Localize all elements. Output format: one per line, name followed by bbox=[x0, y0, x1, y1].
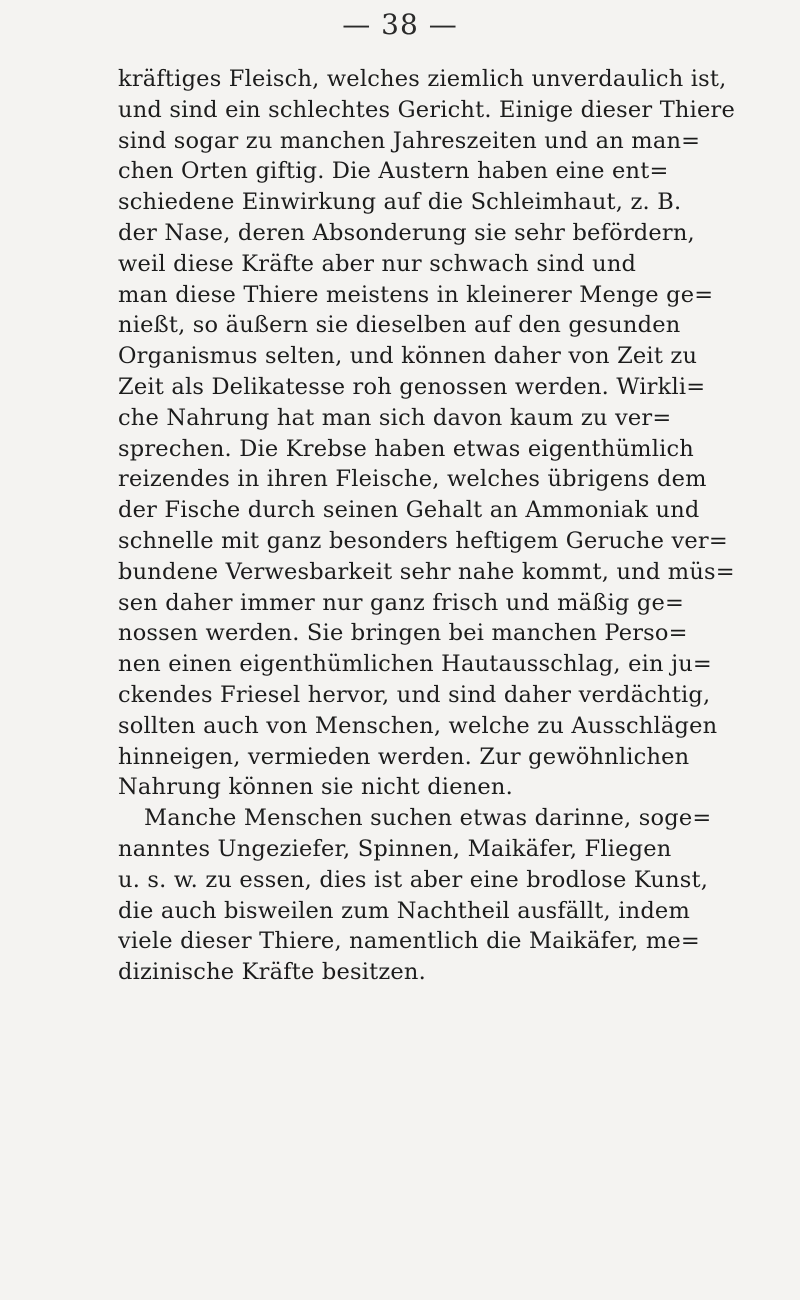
text-line: die auch bisweilen zum Nachtheil ausfällt, indem bbox=[118, 897, 690, 924]
text-line: nossen werden. Sie bringen bei manchen Perso= bbox=[118, 620, 688, 647]
text-line: sind sogar zu manchen Jahreszeiten und an man= bbox=[118, 127, 701, 154]
paragraph-1 bbox=[118, 64, 778, 803]
text-line: Organismus selten, und können daher von Zeit zu bbox=[118, 343, 698, 370]
paragraph-2 bbox=[118, 803, 778, 988]
text-line: Nahrung können sie nicht dienen. bbox=[118, 774, 513, 801]
text-line: und sind ein schlechtes Gericht. Einige dieser Thiere bbox=[118, 96, 736, 123]
text-line: nanntes Ungeziefer, Spinnen, Maikäfer, Fliegen bbox=[118, 835, 672, 862]
text-line: weil diese Kräfte aber nur schwach sind und bbox=[118, 250, 637, 277]
text-line: sollten auch von Menschen, welche zu Ausschlägen bbox=[118, 712, 718, 739]
text-line: reizendes in ihren Fleische, welches übrigens dem bbox=[118, 466, 707, 493]
text-line: chen Orten giftig. Die Austern haben eine ent= bbox=[118, 158, 669, 185]
text-line: nießt, so äußern sie dieselben auf den gesunden bbox=[118, 312, 681, 339]
page-number: — 38 — bbox=[342, 8, 458, 41]
text-line: u. s. w. zu essen, dies ist aber eine brodlose Kunst, bbox=[118, 866, 709, 893]
text-line: viele dieser Thiere, namentlich die Maikäfer, me= bbox=[118, 928, 700, 955]
text-line: sprechen. Die Krebse haben etwas eigenthümlich bbox=[118, 435, 694, 462]
body-text bbox=[118, 64, 778, 988]
text-line: che Nahrung hat man sich davon kaum zu ver= bbox=[118, 404, 672, 431]
text-line: Manche Menschen suchen etwas darinne, soge= bbox=[144, 805, 712, 832]
text-line: hinneigen, vermieden werden. Zur gewöhnlichen bbox=[118, 743, 690, 770]
text-line: Zeit als Delikatesse roh genossen werden. Wirkli= bbox=[118, 373, 706, 400]
text-line: ckendes Friesel hervor, und sind daher verdächtig, bbox=[118, 681, 711, 708]
text-line: bundene Verwesbarkeit sehr nahe kommt, und müs= bbox=[118, 558, 735, 585]
text-line: der Fische durch seinen Gehalt an Ammoniak und bbox=[118, 497, 700, 524]
text-line: der Nase, deren Absonderung sie sehr befördern, bbox=[118, 219, 695, 246]
text-line: schiedene Einwirkung auf die Schleimhaut, z. B. bbox=[118, 189, 682, 216]
text-line: sen daher immer nur ganz frisch und mäßig ge= bbox=[118, 589, 685, 616]
text-line: kräftiges Fleisch, welches ziemlich unverdaulich ist, bbox=[118, 66, 727, 92]
text-line: dizinische Kräfte besitzen. bbox=[118, 959, 426, 986]
text-line: man diese Thiere meistens in kleinerer Menge ge= bbox=[118, 281, 714, 308]
text-line: nen einen eigenthümlichen Hautausschlag, ein ju= bbox=[118, 651, 712, 678]
text-line: schnelle mit ganz besonders heftigem Geruche ver= bbox=[118, 527, 728, 554]
